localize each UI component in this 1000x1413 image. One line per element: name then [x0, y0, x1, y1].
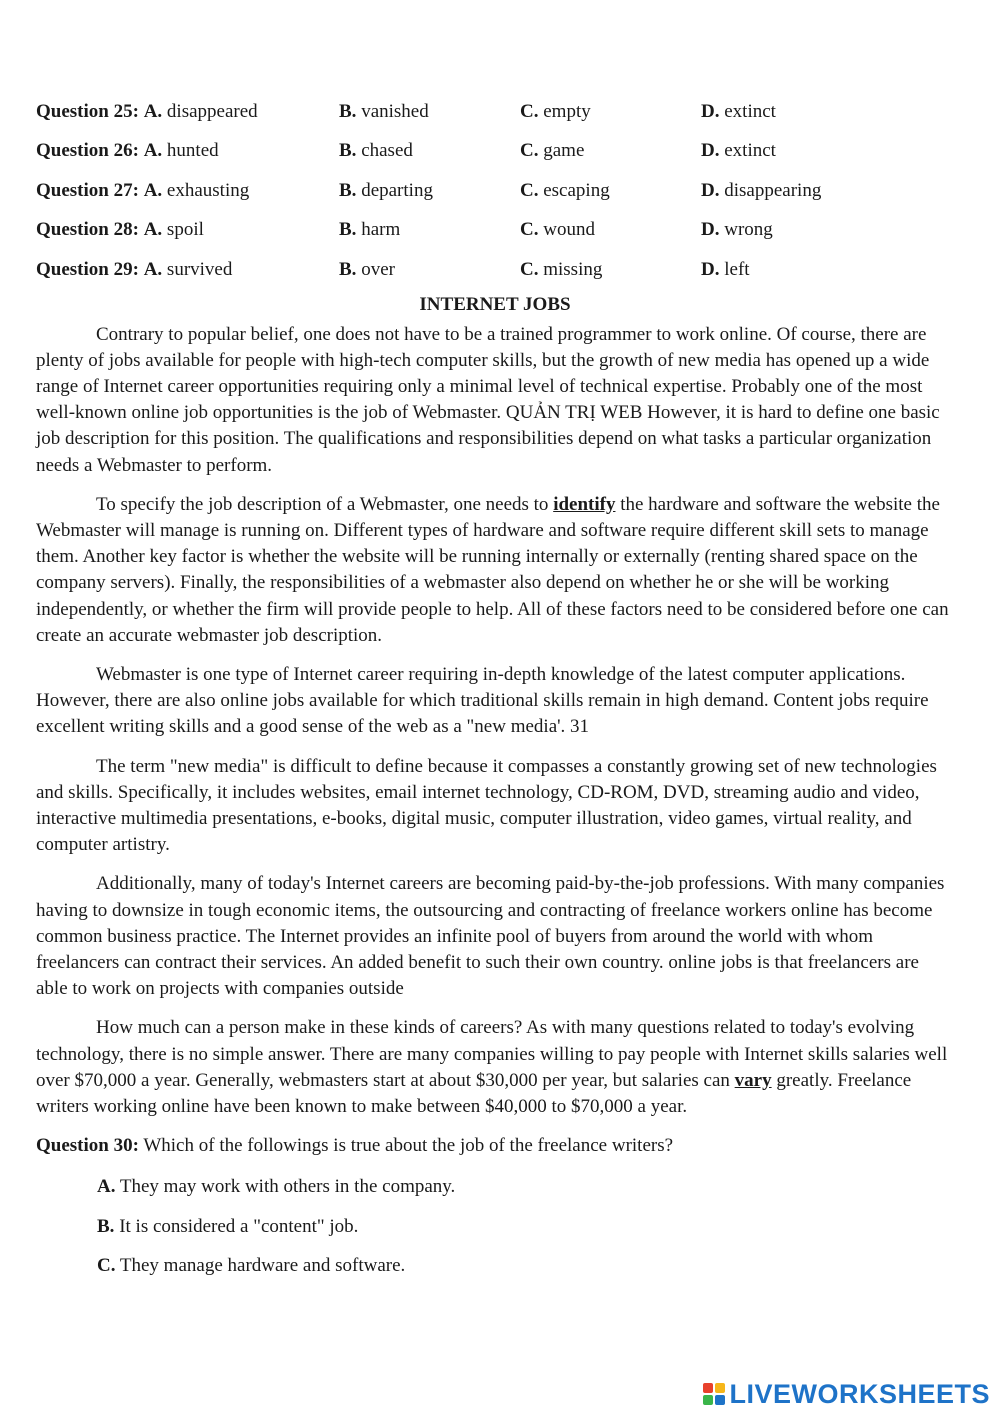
- option-text[interactable]: empty: [543, 100, 591, 122]
- question-30: [36, 1133, 954, 1286]
- logo-text: LIVEWORKSHEETS: [729, 1378, 990, 1409]
- paragraph-6: How much can a person make in these kinds of careers? As with many questions related to today's evolving technology, there is no simple answer. There are many companies willing to pay people with Internet skills salaries well over $70,000 a year. Generally, webmasters start at about $30,000 per year, but salaries can vary greatly. Freelance writers working online have been known to make between $40,000 to $70,000 a year.: [36, 1017, 948, 1117]
- option-text[interactable]: disappearing: [724, 179, 822, 201]
- passage-title: INTERNET JOBS: [419, 293, 571, 315]
- keyword-identify: identify: [553, 493, 616, 515]
- question-row-29: Question 29: A. survived B. over C. missing D. left: [36, 258, 750, 280]
- passage: [36, 322, 954, 1121]
- question-row-28: Question 28: A. spoil B. harm C. wound D. wrong: [36, 219, 773, 241]
- option-text[interactable]: escaping: [543, 179, 610, 201]
- question-row-27: Question 27: A. exhausting B. departing C. escaping D. disappearing: [36, 179, 822, 201]
- question-row-26: Question 26: A. hunted B. chased C. game D. extinct: [36, 140, 776, 162]
- logo-square: [715, 1395, 725, 1405]
- option-text[interactable]: disappeared: [166, 100, 258, 122]
- logo-square: [703, 1383, 713, 1393]
- option-text[interactable]: wound: [543, 219, 595, 241]
- logo-square: [715, 1383, 725, 1393]
- option-text[interactable]: harm: [361, 219, 401, 241]
- question-30-option-c[interactable]: C. They manage hardware and software.: [97, 1255, 406, 1277]
- question-label: Question 25:: [36, 100, 139, 122]
- option-text[interactable]: exhausting: [166, 179, 250, 201]
- option-text[interactable]: left: [724, 258, 750, 280]
- question-label: Question 28:: [36, 219, 139, 241]
- question-table: [36, 92, 954, 290]
- question-30-option-a[interactable]: A. They may work with others in the company.: [97, 1176, 456, 1198]
- keyword-vary: vary: [734, 1069, 772, 1091]
- option-text[interactable]: hunted: [166, 140, 219, 162]
- option-text[interactable]: vanished: [361, 100, 429, 122]
- option-text[interactable]: extinct: [724, 100, 776, 122]
- option-text[interactable]: missing: [543, 258, 603, 280]
- paragraph-4: The term "new media" is difficult to define because it compasses a constantly growing set of new technologies and skills. Specifically, it includes websites, email internet technology, CD-ROM, DVD, streaming audio and video, interactive multimedia presentations, e-books, digital music, computer illustration, video games, virtual reality, and computer artistry.: [36, 755, 937, 856]
- paragraph-3: Webmaster is one type of Internet career requiring in-depth knowledge of the latest computer applications. However, there are also online jobs available for which traditional skills remain in high demand. Content jobs require excellent writing skills and a good sense of the web as a "new media'. 31: [36, 663, 929, 738]
- option-text[interactable]: chased: [361, 140, 413, 162]
- liveworksheets-logo-icon: [703, 1383, 725, 1405]
- option-text[interactable]: spoil: [166, 219, 204, 241]
- question-label: Question 26:: [36, 140, 139, 162]
- option-text[interactable]: extinct: [724, 140, 776, 162]
- option-text[interactable]: game: [543, 140, 585, 162]
- worksheet-page: [36, 92, 954, 1286]
- option-text[interactable]: departing: [361, 179, 433, 201]
- question-30-option-b[interactable]: B. It is considered a "content" job.: [97, 1215, 359, 1237]
- logo-square: [703, 1395, 713, 1405]
- question-row-25: Question 25: A. disappeared B. vanished C. empty D. extinct: [36, 100, 776, 122]
- question-label: Question 29:: [36, 258, 139, 280]
- paragraph-5: Additionally, many of today's Internet careers are becoming paid-by-the-job professions. With many companies having to downsize in tough economic items, the outsourcing and contracting of freelance workers online has become common business practice. The Internet provides an infinite pool of buyers from around the world with whom freelancers can contract their services. An added benefit to such their own country. online jobs is that freelancers are able to work on projects with companies outside: [36, 873, 945, 1000]
- paragraph-1: Contrary to popular belief, one does not have to be a trained programmer to work online. Of course, there are plenty of jobs available for people with high-tech computer skills, but the growth of new media has opened up a wide range of Internet career opportunities requiring only a minimal level of technical expertise. Probably one of the most well-known online job opportunities is the job of Webmaster. QUẢN TRỊ WEB However, it is hard to define one basic job description for this position. The qualifications and responsibilities depend on what tasks a particular organization needs a Webmaster to perform.: [36, 323, 940, 476]
- option-text[interactable]: survived: [166, 258, 233, 280]
- liveworksheets-logo: [703, 1377, 990, 1411]
- question-30-stem: Question 30: Which of the followings is true about the job of the freelance writers?: [36, 1135, 674, 1157]
- paragraph-2: To specify the job description of a Webmaster, one needs to identify the hardware and software the website the Webmaster will manage is running on. Different types of hardware and software require different skill sets to manage them. Another key factor is whether the website will be running internally or externally (renting shared space on the company servers). Finally, the responsibilities of a webmaster also depend on whether he or she will be working independently, or whether the firm will provide people to help. All of these factors need to be considered before one can create an accurate webmaster job description.: [36, 493, 949, 646]
- question-label: Question 27:: [36, 179, 139, 201]
- option-text[interactable]: wrong: [724, 219, 773, 241]
- option-text[interactable]: over: [361, 258, 395, 280]
